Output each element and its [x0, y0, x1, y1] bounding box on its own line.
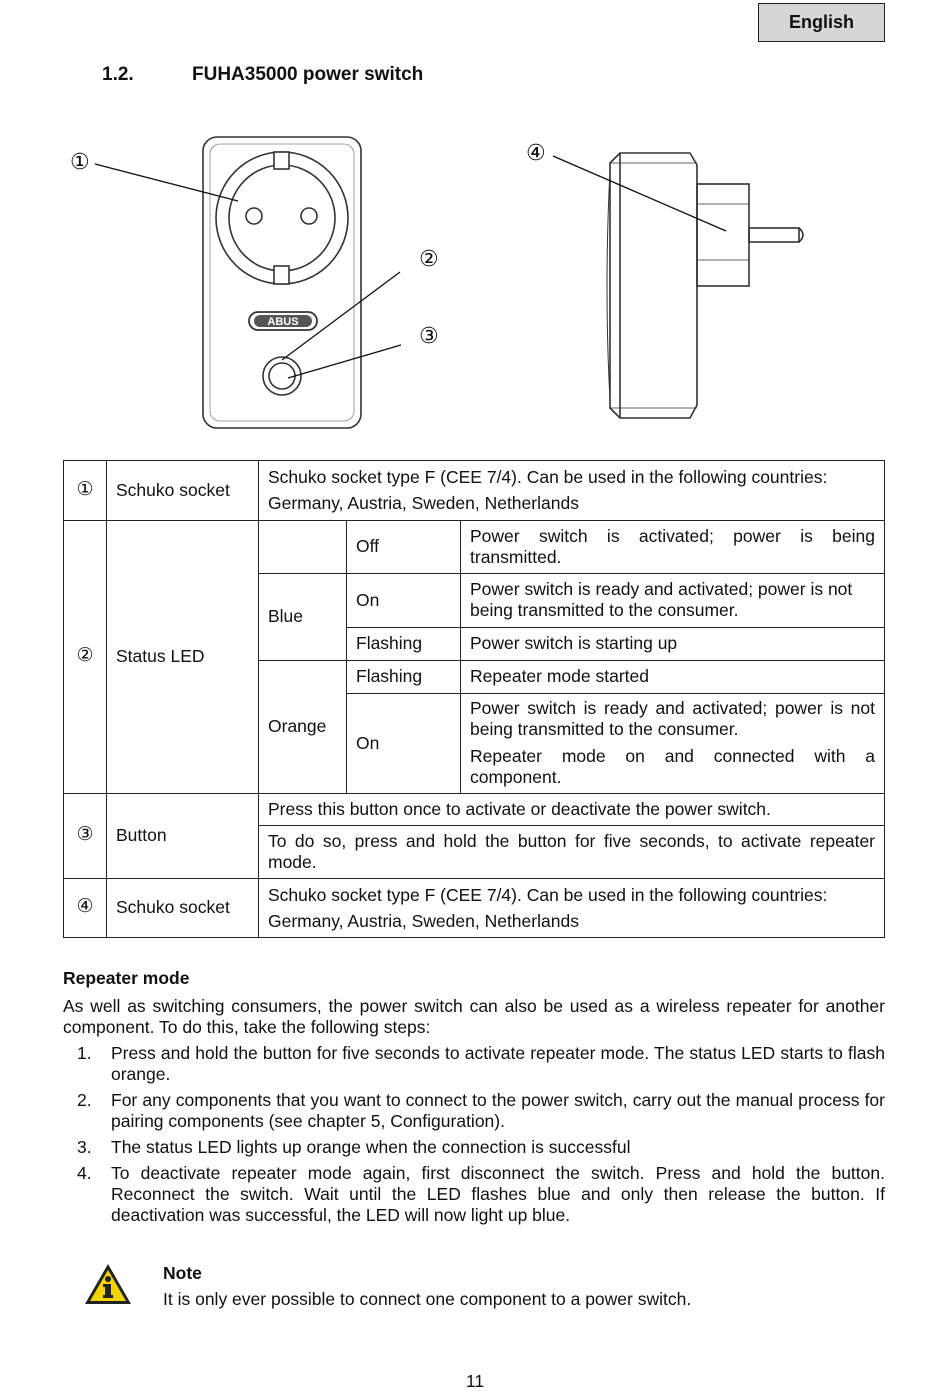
- row-number: ②: [64, 520, 107, 793]
- schuko-socket-inner: [229, 165, 335, 271]
- device-illustration: [0, 120, 950, 430]
- led-state: Flashing: [347, 627, 461, 660]
- callout-4: ④: [526, 141, 546, 166]
- component-description: Schuko socket type F (CEE 7/4). Can be used in the following countries: Germany, Austria, Sweden, Netherlands: [259, 878, 885, 938]
- repeater-intro: As well as switching consumers, the power switch can also be used as a wireless repeater for another component. To do this, take the following steps:: [63, 996, 885, 1037]
- component-name: Button: [107, 793, 259, 878]
- list-item: 1. Press and hold the button for five seconds to activate repeater mode. The status LED starts to flash orange.: [77, 1043, 885, 1084]
- component-name: Schuko socket: [107, 461, 259, 521]
- callout-3: ③: [419, 324, 439, 349]
- button-inner: [269, 363, 295, 389]
- section-number: 1.2.: [102, 64, 134, 85]
- callout-2: ②: [419, 247, 439, 272]
- led-state: Flashing: [347, 660, 461, 693]
- section-heading: [102, 64, 423, 86]
- leader-lines: [95, 156, 726, 378]
- component-description: To do so, press and hold the button for five seconds, to activate repeater mode.: [259, 825, 885, 878]
- row-number: ①: [64, 461, 107, 521]
- table-row: [64, 461, 885, 521]
- repeater-heading: Repeater mode: [63, 968, 190, 988]
- component-table: [63, 460, 885, 938]
- table-row: [64, 793, 885, 825]
- row-number: ③: [64, 793, 107, 878]
- led-color: Blue: [259, 573, 347, 660]
- led-state: On: [347, 573, 461, 627]
- list-item: 2. For any components that you want to connect to the power switch, carry out the manual process for pairing components (see chapter 5, Configuration).: [77, 1090, 885, 1131]
- front-view: [203, 137, 361, 428]
- component-description: Schuko socket type F (CEE 7/4). Can be used in the following countries: Germany, Austria, Sweden, Netherlands: [259, 461, 885, 521]
- table-row: [64, 520, 885, 573]
- logo-text: ABUS: [267, 316, 299, 328]
- table-row: [64, 878, 885, 938]
- callout-1: ①: [70, 150, 90, 175]
- section-title: FUHA35000 power switch: [192, 64, 424, 85]
- note-title: Note: [163, 1263, 202, 1283]
- led-description: Repeater mode started: [461, 660, 885, 693]
- component-name: Status LED: [107, 520, 259, 793]
- led-description: Power switch is ready and activated; power is not being transmitted to the consumer. Repeater mode on and connected with a component.: [461, 693, 885, 793]
- list-item: 3. The status LED lights up orange when the connection is successful: [77, 1137, 631, 1157]
- led-state: On: [347, 693, 461, 793]
- component-description: Press this button once to activate or deactivate the power switch.: [259, 793, 885, 825]
- led-color-empty: [259, 520, 347, 573]
- repeater-mode-section: [63, 968, 885, 1231]
- note-text: It is only ever possible to connect one component to a power switch.: [163, 1289, 692, 1309]
- row-number: ④: [64, 878, 107, 938]
- led-description: Power switch is ready and activated; power is not being transmitted to the consumer.: [461, 573, 885, 627]
- warning-triangle-icon: [83, 1262, 133, 1306]
- repeater-steps: [63, 1043, 885, 1226]
- schuko-socket-outer: [216, 152, 348, 284]
- list-item: 4. To deactivate repeater mode again, first disconnect the switch. Press and hold the button. Reconnect the switch. Wait until the LED flashes blue and only then release the button. If deactivation was successful, the LED will now light up blue.: [77, 1163, 885, 1225]
- led-color: Orange: [259, 660, 347, 793]
- component-name: Schuko socket: [107, 878, 259, 938]
- led-state: Off: [347, 520, 461, 573]
- led-description: Power switch is starting up: [461, 627, 885, 660]
- language-tab: English: [758, 3, 885, 42]
- led-description: Power switch is activated; power is being transmitted.: [461, 520, 885, 573]
- page-number: 11: [465, 1371, 485, 1391]
